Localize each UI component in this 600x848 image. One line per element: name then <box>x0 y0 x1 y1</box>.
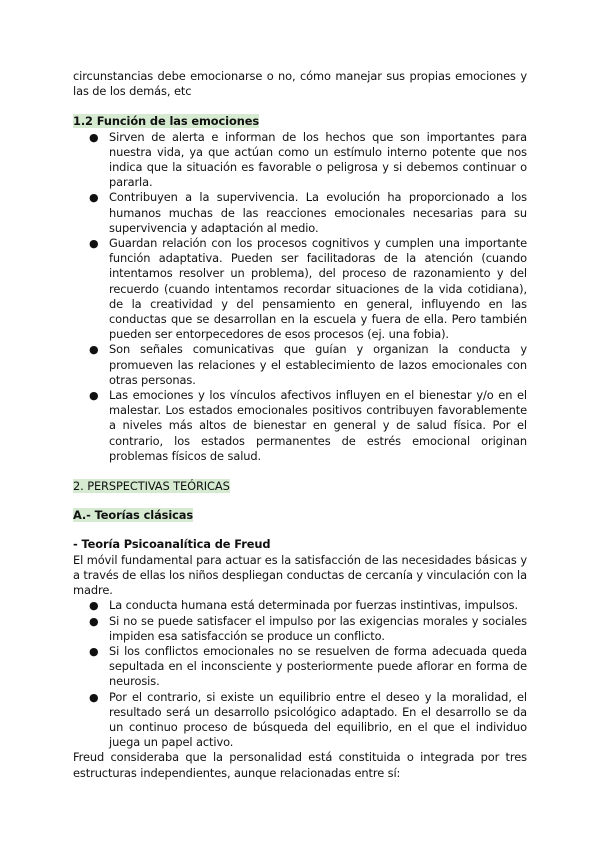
list-item: ● Son señales comunicativas que guían y organizan la conducta y promueven las relaciones y el establecimiento de lazos emocionales con otras personas. <box>89 342 527 387</box>
bullet-icon: ● <box>89 343 99 357</box>
intro-paragraph: circunstancias debe emocionarse o no, cómo manejar sus propias emociones y las de los demás, etc <box>73 69 527 99</box>
list-item: ● Contribuyen a la supervivencia. La evolución ha proporcionado a los humanos muchas de las reacciones emocionales necesarias para su supervivencia y adaptación al medio. <box>89 190 527 235</box>
freud-paragraph: El móvil fundamental para actuar es la satisfacción de las necesidades básicas y a través de ellas los niños despliegan conductas de cercanía y vinculación con la madre. <box>73 552 527 598</box>
freud-closing-paragraph: Freud consideraba que la personalidad está constituida o integrada por tres estructuras independientes, aunque relacionadas entre sí: <box>73 750 527 780</box>
list-item: ● Las emociones y los vínculos afectivos influyen en el bienestar y/o en el malestar. Los estados emocionales positivos contribuyen favorablemente a niveles más altos de bienestar en general y de salud física. Por el contrario, los estados permanentes de estrés emocional originan problemas físicos de salud. <box>89 388 527 463</box>
heading-text: 2. PERSPECTIVAS TEÓRICAS <box>73 479 230 494</box>
list-item: ● Guardan relación con los procesos cognitivos y cumplen una importante función adaptativa. Pueden ser facilitadoras de la atención (cuando intentamos resolver un problema), del proceso de razonamiento y del recuerdo (cuando intentamos recordar situaciones de la vida cotidiana), de la creatividad y del pensamiento en general, influyendo en las conductas que se desarrollan en la escuela y fuera de ella. Pero también pueden ser entorpecedores de esos procesos (ej. una fobia). <box>89 236 527 342</box>
list-item: ● Sirven de alerta e informan de los hechos que son importantes para nuestra vida, ya que actúan como un estímulo interno potente que nos indica que la situación es favorable o peligrosa y si debemos continuar o pararla. <box>89 129 527 190</box>
heading-text: A.- Teorías clásicas <box>73 508 194 523</box>
bullet-icon: ● <box>89 644 99 658</box>
freud-list <box>73 598 527 750</box>
list-item: ● Por el contrario, si existe un equilibrio entre el deseo y la moralidad, el resultado será un desarrollo psicológico adaptado. En el desarrollo se da un continuo proceso de búsqueda del equilibrio, en el que el individuo juega un papel activo. <box>89 689 527 750</box>
document-content <box>73 69 527 781</box>
bullet-icon: ● <box>89 599 99 613</box>
bullet-icon: ● <box>89 614 99 628</box>
bullet-icon: ● <box>89 191 99 205</box>
list-item: ● Si no se puede satisfacer el impulso por las exigencias morales y sociales impiden esa satisfacción se produce un conflicto. <box>89 613 527 643</box>
bullet-icon: ● <box>89 690 99 704</box>
section-heading-1-2 <box>73 114 527 129</box>
section-heading-2 <box>73 479 527 494</box>
heading-text: 1.2 Función de las emociones <box>73 114 260 129</box>
list-item: ● La conducta humana está determinada por fuerzas instintivas, impulsos. <box>89 598 518 613</box>
section-heading-a <box>73 508 527 523</box>
bullet-icon: ● <box>89 389 99 403</box>
bullet-icon: ● <box>89 130 99 144</box>
freud-heading: - Teoría Psicoanalítica de Freud <box>73 537 271 552</box>
emotion-function-list <box>73 130 527 464</box>
list-item: ● Si los conflictos emocionales no se resuelven de forma adecuada queda sepultada en el inconsciente y posteriormente puede aflorar en forma de neurosis. <box>89 643 527 689</box>
bullet-icon: ● <box>89 237 99 251</box>
